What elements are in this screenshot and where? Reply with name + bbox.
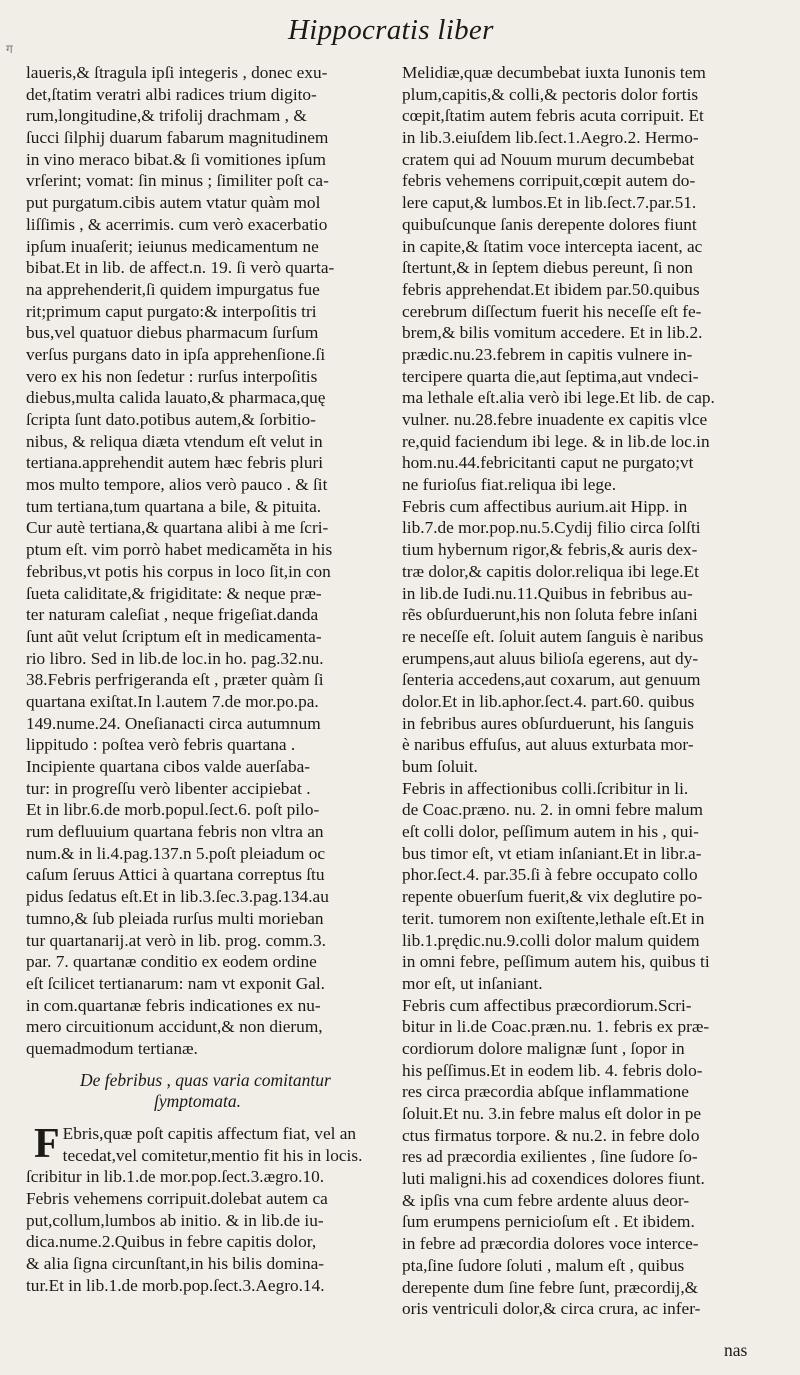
text-line: & ipſis vna cum febre ardente aluus deor- [402, 1190, 690, 1210]
text-line: rum defluuium quartana febris non vltra an [26, 822, 324, 842]
running-head: Hippocratis liber [288, 14, 494, 46]
text-line: cordiorum dolore malignæ ſunt , ſopor in [402, 1038, 685, 1058]
text-line: ter naturam caleſiat , neque frigeſiat.danda [26, 605, 319, 625]
text-line: diebus,multa calida lauato,& pharmaca,quę [26, 388, 326, 408]
text-line: ctus firmatus torpore. & nu.2. in febre dolo [402, 1125, 700, 1145]
text-line: de Coac.præno. nu. 2. in omni febre malum [402, 800, 703, 820]
text-line: hom.nu.44.febricitanti caput ne purgato;vt [402, 453, 694, 473]
text-line: res circa præcordia abſque inflammatione [402, 1082, 689, 1102]
text-line: bus timor eſt, vt etiam inſaniant.Et in libr.a- [402, 843, 702, 863]
text-line: par. 7. quartanæ conditio ex eodem ordine [26, 952, 317, 972]
text-line: phor.ſect.4. par.35.ſi à febre occupato collo [402, 865, 698, 885]
text-line: brem,& bilis vomitum accedere. Et in lib.2. [402, 323, 703, 343]
text-line: vero ex his non ſedetur : rurſus interpoſitis [26, 366, 318, 386]
text-line: rio libro. Sed in lib.de loc.in ho. pag.32.nu. [26, 648, 324, 668]
text-line: tium hybernum rigor,& febris,& auris dex- [402, 540, 698, 560]
text-line: dolor.Et in lib.aphor.ſect.4. part.60. quibus [402, 691, 695, 711]
text-line: repente obuerſum fuerit,& vix deglutire po- [402, 887, 703, 907]
text-line: ſcripta ſunt dato.potibus autem,& ſorbitio- [26, 410, 316, 429]
text-line: 38.Febris perfrigeranda eſt , præter quàm ſi [26, 670, 324, 690]
text-line: mor eſt, ut inſaniant. [402, 973, 543, 993]
text-line: det,ſtatim veratri albi radices trium digito- [26, 84, 317, 104]
text-line: Ebris,quæ poſt capitis affectum fiat, vel an [62, 1124, 357, 1143]
text-line: tur.Et in lib.1.de morb.pop.ſect.3.Aegro.14. [26, 1275, 325, 1295]
section-body [26, 1123, 392, 1297]
text-line: bum ſoluit. [402, 757, 478, 776]
text-line: in lib.3.eiuſdem lib.ſect.1.Aegro.2. Hermo- [402, 128, 699, 148]
text-line: tercipere quarta die,aut ſeptima,aut vndeci- [402, 366, 699, 386]
text-line: rẽs obſurduerunt,his non ſoluta febre inſani [402, 605, 698, 625]
text-line: luti maligni.his ad coxendices dolores fiunt. [402, 1169, 705, 1189]
text-line: Incipiente quartana cibos valde auerſaba- [26, 757, 311, 776]
text-line: in lib.de Iudi.nu.11.Quibus in febribus au- [402, 583, 693, 603]
drop-cap: F [34, 1121, 60, 1167]
left-column-text-top [26, 62, 392, 1060]
text-line: ſtertunt,& in ſeptem diebus pereunt, ſi non [402, 258, 693, 278]
text-line: re neceſſe eſt. ſoluit autem ſanguis è naribus [402, 626, 704, 646]
text-line: put,collum,lumbos ab initio. & in lib.de iu- [26, 1210, 324, 1230]
text-line: mero circuitionum accidunt,& non dierum, [26, 1017, 323, 1037]
text-line: febris vehemens corripuit,cœpit autem do- [402, 171, 696, 191]
text-line: in vino meraco bibat.& ſi vomitiones ipſum [26, 149, 326, 169]
text-line: rit;primum caput purgato:& interpoſitis tri [26, 301, 317, 321]
text-line: ptum eſt. vim porrò habet medicaměta in his [26, 540, 333, 560]
text-line: mos multo tempore, alios verò pauco . & ſit [26, 475, 328, 495]
text-line: ipſum inuaſerit; ieiunus medicamentum ne [26, 236, 319, 256]
text-line: liſſimis , & acerrimis. cum verò exacerbatio [26, 214, 328, 234]
text-line: num.& in li.4.pag.137.n 5.poſt pleiadum oc [26, 843, 326, 863]
text-line: pidus ſedatus eſt.Et in lib.3.ſec.3.pag.134.au [26, 887, 329, 907]
text-line: lib.1.prędic.nu.9.colli dolor malum quidem [402, 930, 700, 950]
text-line: vrſerint; vomat: ſin minus ; ſimiliter poſt ca- [26, 171, 329, 191]
text-line: Et in libr.6.de morb.popul.ſect.6. poſt pilo- [26, 800, 320, 820]
text-line: cerebrum diſſectum fuerit his neceſſe eſt fe- [402, 301, 702, 321]
text-line: quartana exiſtat.In l.autem 7.de mor.po.pa. [26, 691, 319, 711]
text-line: erumpens,aut aluus bilioſa egerens, aut dy- [402, 648, 699, 668]
text-line: verſus purgans dato in ipſa apprehenſione.ſi [26, 344, 326, 364]
text-line: rum,longitudine,& trifolij drachmam , & [26, 106, 307, 126]
text-line: 149.nume.24. Oneſianacti circa autumnum [26, 713, 321, 733]
section-heading-line1: De febribus , quas varia comitantur [80, 1069, 331, 1090]
text-line: ſunt aũt velut ſcriptum eſt in medicamenta- [26, 626, 322, 646]
text-line: ne furioſus fiat.reliqua ibi lege. [402, 475, 617, 495]
text-line: ſucci ſilphij duarum fabarum magnitudinem [26, 128, 329, 148]
text-line: cratem qui ad Nouum murum decumbebat [402, 149, 695, 169]
text-line: ſcribitur in lib.1.de mor.pop.ſect.3.ægro.10. [26, 1167, 325, 1187]
text-line: ſoluit.Et nu. 3.in febre malus eſt dolor in pe [402, 1104, 702, 1123]
text-line: tum tertiana,tum quartana a bile, & pituita. [26, 496, 322, 516]
text-line: & alia ſigna circunſtant,in his bilis domina- [26, 1254, 325, 1274]
text-line: è naribus effuſus, aut aluus exturbata mor- [402, 735, 694, 755]
text-line: Melidiæ,quæ decumbebat iuxta Iunonis tem [402, 63, 706, 82]
text-line: bibat.Et in lib. de affect.n. 19. ſi verò quarta- [26, 258, 335, 278]
text-line: eſt ſcilicet tertianarum: nam vt exponit Gal. [26, 973, 325, 993]
text-line: febris apprehendat.Et ibidem par.50.quibus [402, 279, 700, 299]
text-line: Cur autè tertiana,& quartana alibi à me ſcri- [26, 518, 329, 538]
left-column [26, 62, 392, 1297]
text-line: tecedat,vel comitetur,mentio fit his in locis. [62, 1145, 363, 1165]
text-line: prædic.nu.23.febrem in capitis vulnere in- [402, 344, 693, 364]
text-line: in omni febre, peſſimum autem his, quibus ti [402, 952, 710, 972]
text-line: put purgatum.cibis autem vtatur quàm mol [26, 193, 321, 213]
text-line: Febris cum affectibus præcordiorum.Scri- [402, 995, 692, 1015]
text-line: lib.7.de mor.pop.nu.5.Cydij filio circa ſolſti [402, 518, 701, 538]
text-line: quemadmodum tertianæ. [26, 1038, 198, 1058]
right-column [402, 62, 782, 1320]
right-column-text [402, 62, 782, 1320]
text-line: eſt colli dolor, peſſimum autem in his , qui- [402, 822, 699, 842]
text-line: febribus,vt potis his corpus in loco ſit,in con [26, 561, 331, 581]
text-line: bitur in li.de Coac.præn.nu. 1. febris ex præ- [402, 1017, 710, 1037]
left-column-text-bottom [26, 1123, 392, 1297]
text-line: tur quartanarij.at verò in lib. prog. comm.3. [26, 930, 326, 950]
text-line: tur: in progreſſu verò libenter accipiebat . [26, 778, 311, 798]
text-line: oris ventriculi dolor,& circa crura, ac infer- [402, 1299, 701, 1319]
text-line: na apprehenderit,ſi quidem impurgatus fue [26, 279, 320, 299]
text-line: ſum erumpens pernicioſum eſt . Et ibidem. [402, 1212, 695, 1232]
text-line: vulner. nu.28.febre inuadente ex capitis vlce [402, 410, 708, 429]
text-line: Febris cum affectibus aurium.ait Hipp. in [402, 496, 688, 516]
text-line: plum,capitis,& colli,& pectoris dolor fortis [402, 84, 699, 104]
edge-mark: ग [6, 42, 13, 56]
text-line: re,quid faciendum ibi lege. & in lib.de loc.in [402, 431, 710, 451]
text-line: lere caput,& lumbos.Et in lib.ſect.7.par.51. [402, 193, 697, 213]
text-line: Febris vehemens corripuit.dolebat autem ca [26, 1189, 328, 1209]
text-line: bus,vel quatuor diebus pharmacum ſurſum [26, 323, 319, 343]
text-line: quibuſcunque ſanis derepente dolores fiunt [402, 214, 697, 234]
text-line: in com.quartanæ febris indicationes ex nu- [26, 995, 321, 1015]
text-line: tumno,& ſub pleiada rurſus multi morieban [26, 908, 324, 928]
text-line: lippitudo : poſtea verò febris quartana . [26, 735, 296, 755]
text-line: in febre ad præcordia dolores voce interce- [402, 1234, 699, 1254]
text-line: cœpit,ſtatim autem febris acuta corripuit. Et [402, 106, 704, 126]
text-line: in febribus aures obſurduerunt, his ſanguis [402, 713, 694, 733]
text-line: ſueta caliditate,& frigiditate: & neque præ- [26, 583, 322, 603]
section-heading-line2: ſymptomata. [154, 1091, 242, 1112]
text-line: terit. tumorem non exiſtente,lethale eſt.Et in [402, 908, 705, 928]
text-line: caſum ſeruus Attici à quartana correptus ſtu [26, 865, 325, 885]
text-line: dica.nume.2.Quibus in febre capitis dolor, [26, 1232, 317, 1252]
text-line: nibus, & reliqua diæta vtendum eſt velut in [26, 431, 323, 451]
text-line: tertiana.apprehendit autem hæc febris pluri [26, 453, 324, 473]
text-line: ma lethale eſt.alia verò ibi lege.Et lib. de cap. [402, 388, 715, 408]
text-line: his peſſimus.Et in eodem lib. 4. febris dolo- [402, 1060, 703, 1080]
text-line: in capite,& ſtatim voce intercepta iacent, ac [402, 236, 703, 256]
text-line: Febris in affectionibus colli.ſcribitur in li. [402, 778, 689, 798]
text-line: derepente dum ſine febre ſunt, præcordij,& [402, 1277, 699, 1297]
text-line: pta,ſine ſudore ſoluti , malum eſt , quibus [402, 1255, 685, 1275]
text-line: træ dolor,& capitis dolor.reliqua ibi lege.Et [402, 561, 699, 581]
text-line: res ad præcordia exilientes , ſine ſudore ſo- [402, 1147, 698, 1167]
text-line: laueris,& ſtragula ipſi integeris , donec exu- [26, 63, 328, 82]
catchword: nas [724, 1340, 748, 1360]
text-line: ſenteria accedens,aut coxarum, aut genuum [402, 670, 701, 690]
